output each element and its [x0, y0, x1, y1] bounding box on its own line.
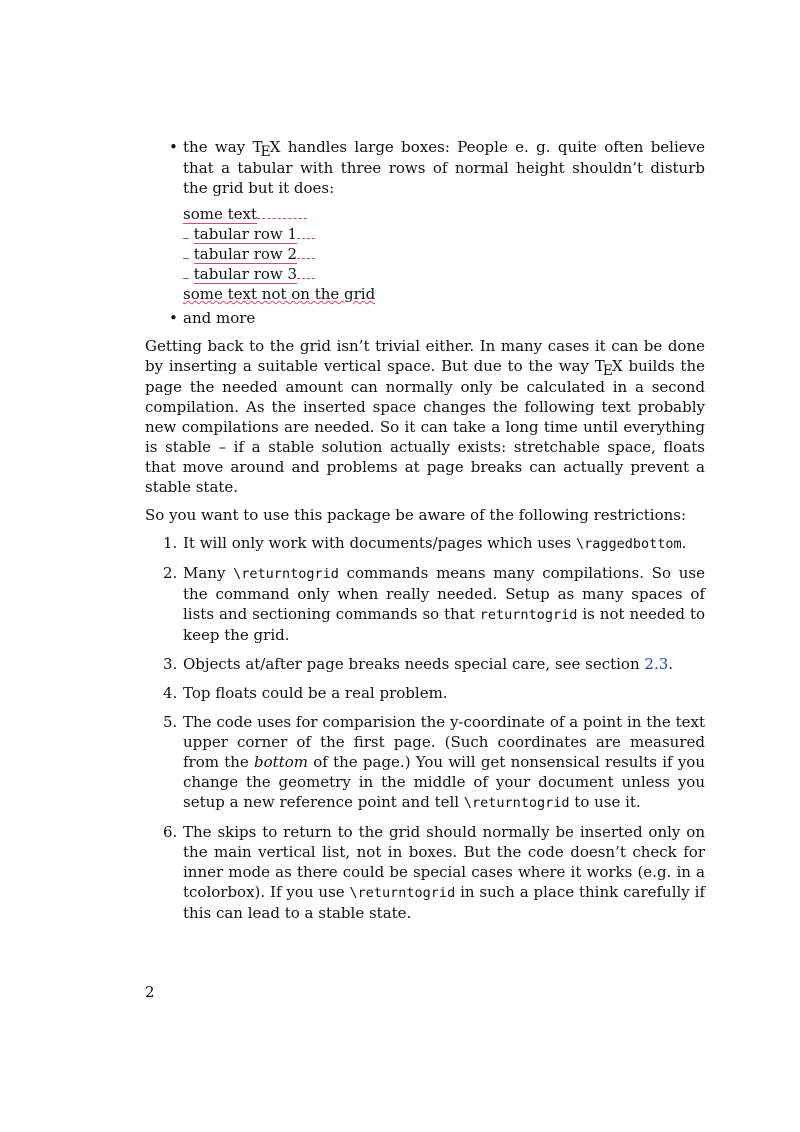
list-item: • the way TEX handles large boxes: People e. g. quite often believe that a tabular with three rows of normal height shouldn’t disturb the grid but it does: some text tabular row 1 tabular row 2 tabular row 3 some text not on the grid: [145, 137, 705, 304]
section-ref-link[interactable]: 2.3: [644, 655, 669, 673]
list-item: 1. It will only work with documents/pages which uses \raggedbottom.: [163, 534, 687, 552]
paragraph: Getting back to the grid isn’t trivial either. In many cases it can be done by inserting a suitable vertical space. But due to the way TEX builds the page the needed amount can normally only be calculated in a second compilation. As the inserted space changes the following text probably new compilations are needed. So it can take a long time until everything is stable – if a stable solution actually exists: stretchable space, floats that move around and problems at page breaks can actually prevent a stable state.: [145, 337, 705, 496]
page-body: [145, 137, 705, 932]
list-item: 4. Top floats could be a real problem.: [163, 684, 448, 702]
paragraph: So you want to use this package be aware of the following restrictions:: [145, 506, 687, 524]
list-item: 5. The code uses for comparision the y-coordinate of a point in the text upper corner of the first page. (Such coordinates are measured from the bottom of the page.) You will get nonsensical results if you change the geometry in the middle of your document unless you setup a new reference point and tell \returntogrid to use it.: [163, 713, 705, 811]
page-number: 2: [145, 983, 155, 1001]
list-item: • and more: [145, 308, 705, 328]
tex-logo: TEX: [594, 357, 623, 379]
list-item: 6. The skips to return to the grid should normally be inserted only on the main vertical list, not in boxes. But the code doesn’t check for inner mode as there could be special cases where it works (e.g. in a tcolorbox). If you use \returntogrid in such a place think carefully if this can lead to a stable state.: [163, 823, 705, 922]
list-item: 2. Many \returntogrid commands means many compilations. So use the command only when really needed. Setup as many spaces of lists and sectioning commands so that returntogrid is not needed to keep the grid.: [163, 564, 706, 644]
restrictions-list: [145, 533, 705, 923]
bullet-list: [145, 137, 705, 328]
list-item: 3. Objects at/after page breaks needs special care, see section 2.3.: [163, 655, 674, 673]
grid-example: some text tabular row 1 tabular row 2 tabular row 3 some text not on the grid: [183, 205, 376, 303]
tex-logo: TEX: [252, 138, 281, 160]
